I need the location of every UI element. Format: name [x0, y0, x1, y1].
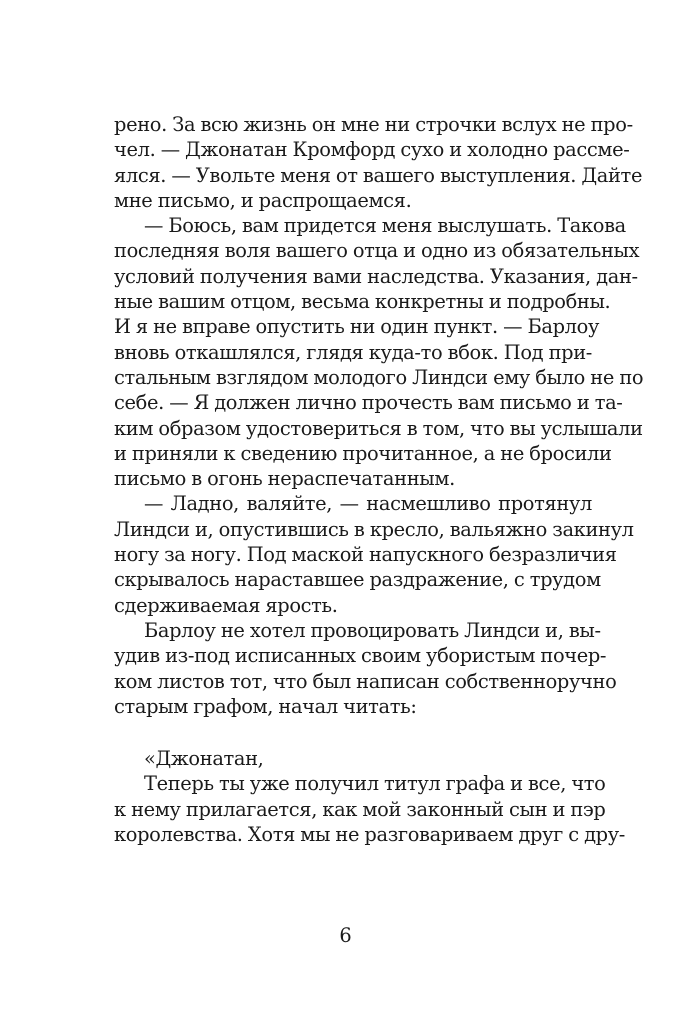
- text-line: и приняли к сведению прочитанное, а не бросили: [114, 441, 612, 465]
- text-line: условий получения вами наследства. Указания, дан-: [114, 264, 638, 288]
- page-number: 6: [339, 924, 352, 947]
- text-line: стальным взглядом молодого Линдси ему было не по: [114, 365, 644, 389]
- text-line: — Боюсь, вам придется меня выслушать. Такова: [144, 214, 626, 238]
- page-body: [114, 112, 644, 847]
- text-line: последняя воля вашего отца и одно из обязательных: [114, 239, 640, 263]
- text-line: вновь откашлялся, глядя куда-то вбок. Под при-: [114, 340, 592, 364]
- letter-text-block: [114, 746, 625, 847]
- text-line: письмо в огонь нераспечатанным.: [114, 467, 455, 491]
- text-line: чел. — Джонатан Кромфорд сухо и холодно рассме-: [114, 138, 630, 162]
- text-line: ногу за ногу. Под маской напускного безразличия: [114, 543, 617, 567]
- text-line: — Ладно, валяйте, — насмешливо протянул: [144, 492, 592, 516]
- text-line: рено. За всю жизнь он мне ни строчки вслух не про-: [114, 113, 633, 136]
- text-line: «Джонатан,: [144, 747, 264, 771]
- text-line: сдерживаемая ярость.: [114, 593, 338, 617]
- text-line: к нему прилагается, как мой законный сын и пэр: [114, 797, 606, 821]
- text-line: ком листов тот, что был написан собственноручно: [114, 669, 617, 693]
- text-line: ялся. — Увольте меня от вашего выступления. Дайте: [114, 163, 643, 187]
- text-line: старым графом, начал читать:: [114, 694, 417, 718]
- text-line: скрывалось нараставшее раздражение, с трудом: [114, 568, 601, 592]
- text-line: королевства. Хотя мы не разговариваем друг с дру-: [114, 823, 625, 847]
- main-text-block: [114, 112, 644, 719]
- text-line: Линдси и, опустившись в кресло, вальяжно закинул: [114, 517, 634, 541]
- text-line: себе. — Я должен лично прочесть вам письмо и та-: [114, 391, 623, 415]
- text-line: Теперь ты уже получил титул графа и все, что: [144, 772, 606, 796]
- text-line: удив из-под исписанных своим убористым почер-: [114, 644, 607, 668]
- text-line: И я не вправе опустить ни один пункт. — Барлоу: [114, 315, 600, 339]
- text-line: Барлоу не хотел провоцировать Линдси и, вы-: [144, 618, 601, 642]
- text-line: ким образом удостовериться в том, что вы услышали: [114, 416, 643, 440]
- text-line: мне письмо, и распрощаемся.: [114, 188, 412, 212]
- section-gap: [114, 719, 592, 746]
- text-line: ные вашим отцом, весьма конкретны и подробны.: [114, 290, 611, 314]
